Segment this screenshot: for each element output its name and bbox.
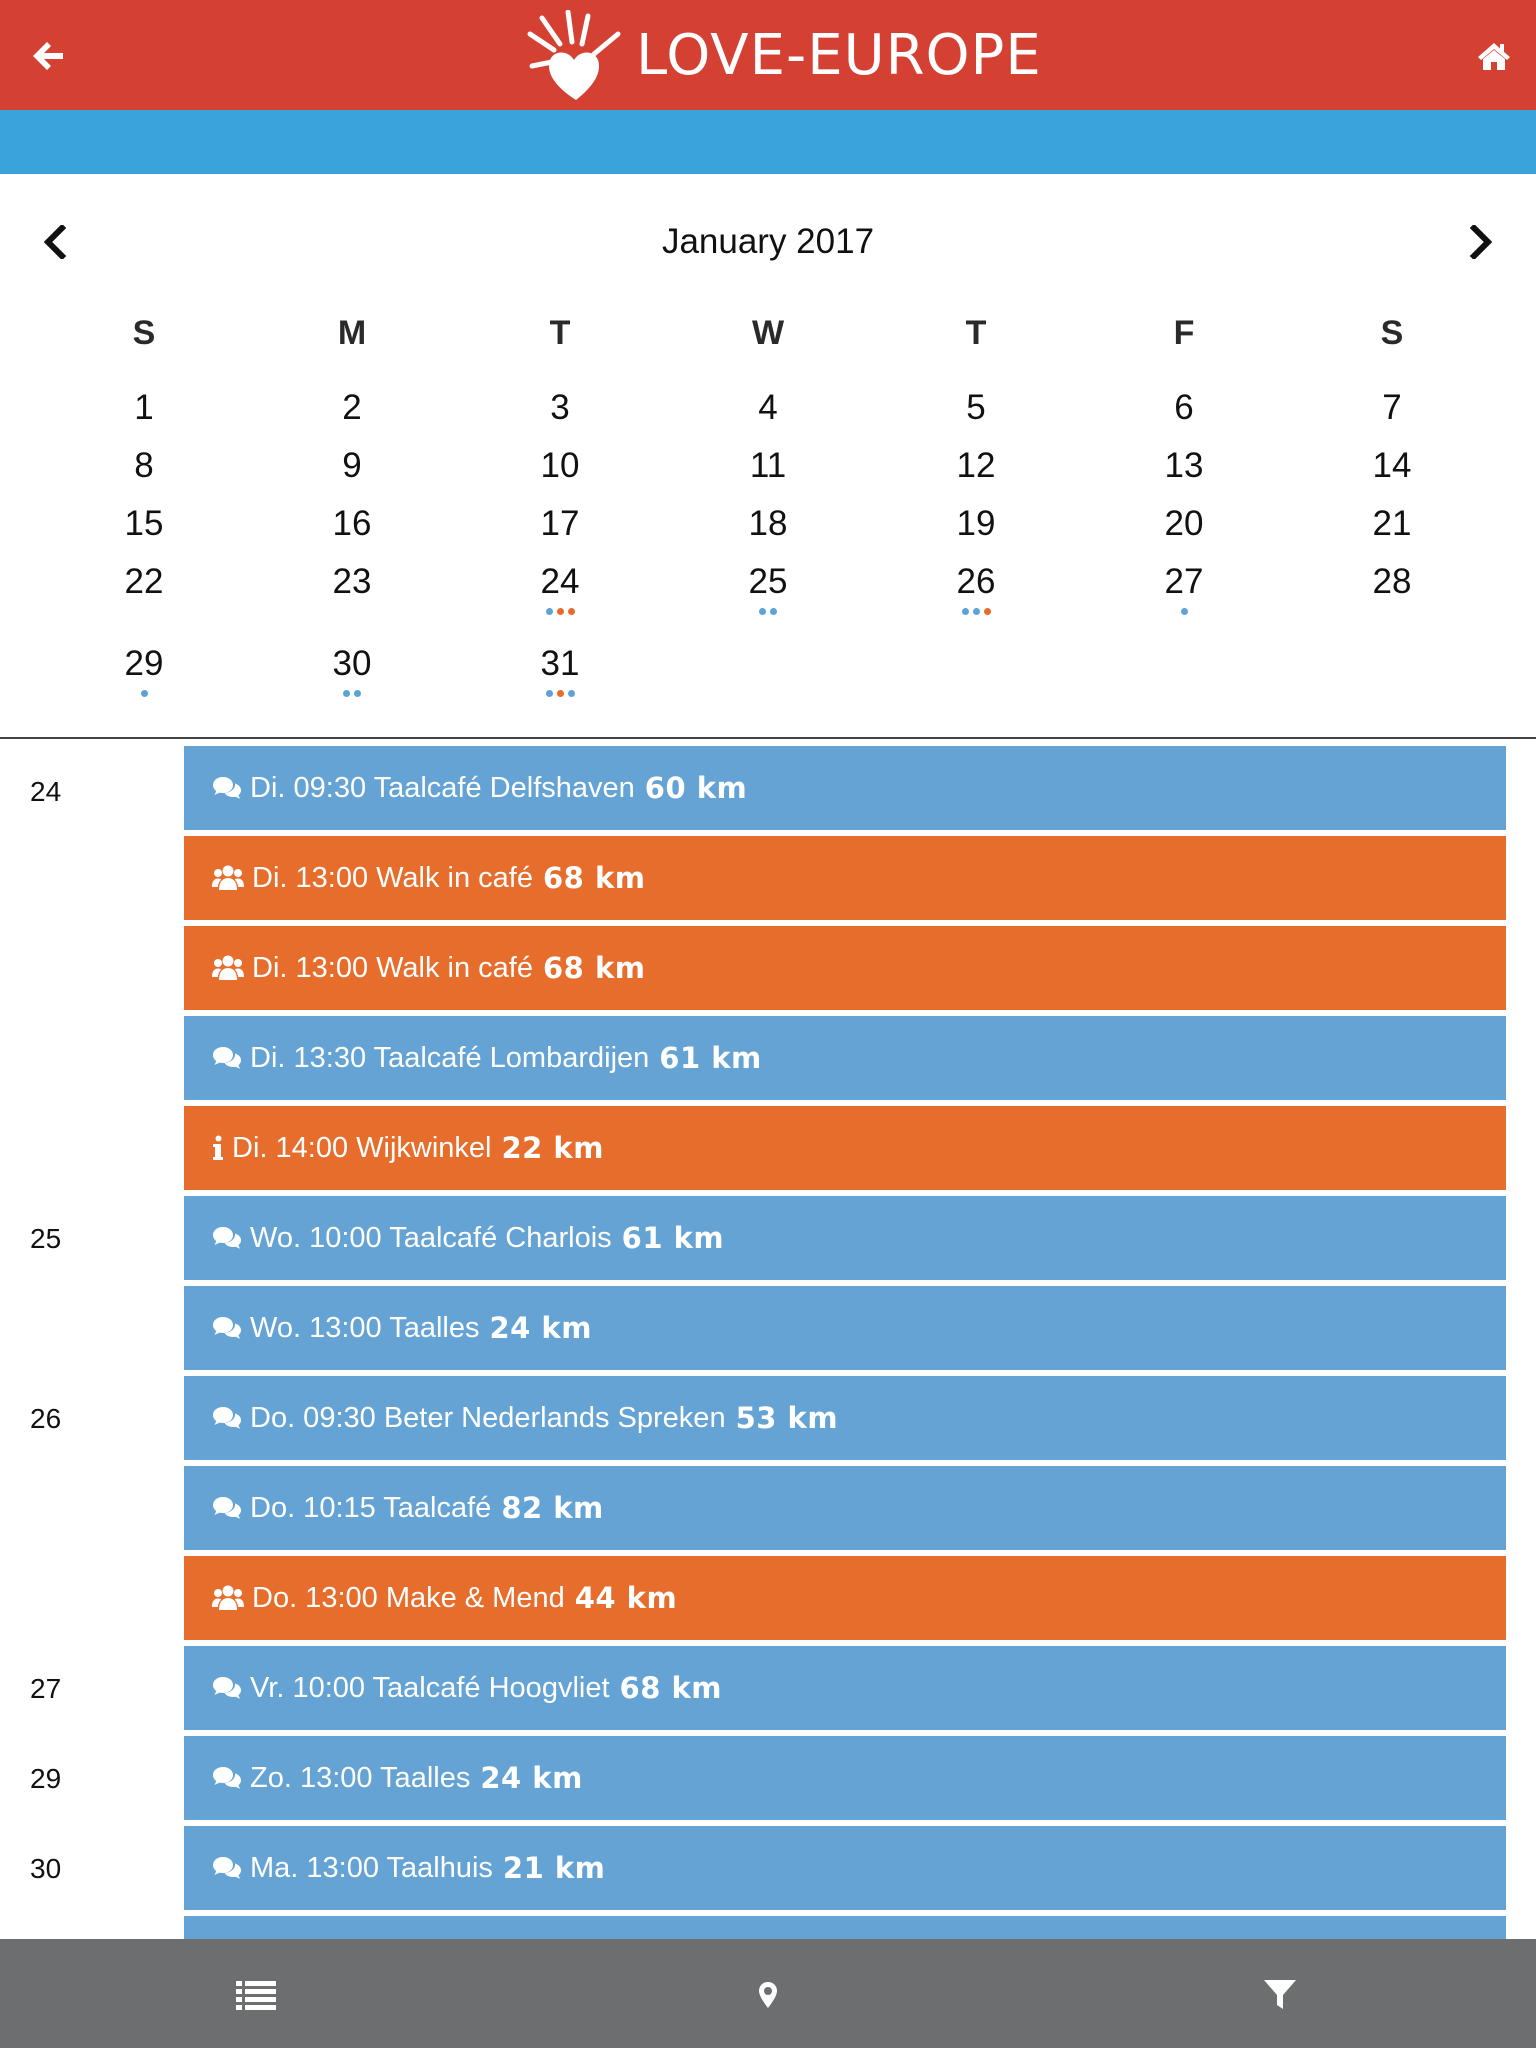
users-icon [212,864,244,892]
event-indicator-dots [664,608,872,615]
event-item[interactable] [184,1466,1506,1550]
calendar-day[interactable] [40,556,248,638]
love-europe-logo [524,10,624,102]
map-view-button[interactable] [742,1969,794,2021]
weekday-label: F [1173,314,1195,352]
day-number: 18 [748,504,788,543]
day-number: 26 [956,562,996,601]
map-marker-icon [758,1981,778,2009]
comments-icon [212,1765,242,1791]
day-number: 11 [749,446,787,485]
event-row [0,1106,1536,1190]
weekday-label: S [1380,314,1404,352]
app-header [0,0,1536,110]
calendar-day[interactable] [872,498,1080,556]
event-title: Di. 13:00 Walk in café [252,861,533,894]
event-row [0,746,1536,830]
event-indicator-dots [1080,608,1288,615]
event-title: Di. 13:30 Taalcafé Lombardijen [250,1041,650,1074]
event-date: 25 [30,1223,62,1254]
event-item[interactable] [184,1826,1506,1910]
event-distance: 68 km [543,861,646,895]
blue-event-dot [546,690,553,697]
day-number: 3 [550,388,570,427]
comments-icon [212,1405,242,1431]
event-date: 24 [30,776,62,807]
event-row [0,1646,1536,1730]
event-distance: 24 km [480,1761,583,1795]
calendar-day[interactable] [40,638,248,696]
event-row [0,1376,1536,1460]
calendar-day[interactable] [664,556,872,638]
day-number: 12 [956,446,996,485]
day-number: 23 [332,562,372,601]
event-indicator-dots [456,690,664,697]
event-date: 30 [30,1853,62,1884]
event-indicator-dots [248,690,456,697]
day-number: 22 [124,562,164,601]
weekday-label: M [337,314,367,352]
divider [0,737,1536,739]
event-item[interactable] [184,1646,1506,1730]
event-item[interactable] [184,1196,1506,1280]
event-row [0,1826,1536,1910]
day-number: 20 [1164,504,1204,543]
event-distance: 60 km [644,771,748,805]
event-distance: 44 km [574,1581,678,1615]
orange-event-dot [557,690,564,697]
orange-event-dot [568,608,575,615]
event-distance: 22 km [501,1131,604,1165]
event-row [0,836,1536,920]
blue-event-dot [759,608,766,615]
event-title: Di. 14:00 Wijkwinkel [232,1131,492,1164]
brand-title: LOVE-EUROPE [636,23,1042,88]
month-title: January 2017 [661,222,875,261]
chevron-right-icon [1470,225,1494,259]
calendar-day[interactable] [248,638,456,696]
calendar-day[interactable] [40,382,248,440]
calendar-day[interactable] [40,440,248,498]
calendar-day[interactable] [1288,440,1496,498]
day-number: 10 [540,446,580,485]
event-row [0,1196,1536,1280]
weekday-label: T [549,314,571,352]
home-button[interactable] [1470,34,1518,78]
event-row [0,1736,1536,1820]
blue-banner [0,110,1536,174]
orange-event-dot [984,608,991,615]
calendar-day[interactable] [248,440,456,498]
comments-icon [212,1675,242,1701]
weekday-label: S [132,314,156,352]
event-title: Do. 09:30 Beter Nederlands Spreken [250,1401,726,1434]
calendar-day[interactable] [456,440,664,498]
event-row [0,1016,1536,1100]
day-number: 29 [124,644,164,683]
calendar-day[interactable] [664,498,872,556]
list-view-button[interactable] [230,1969,282,2021]
day-number: 1 [134,388,154,427]
event-title: Do. 13:00 Make & Mend [252,1581,565,1614]
blue-event-dot [354,690,361,697]
calendar-day[interactable] [248,556,456,638]
calendar-day[interactable] [456,556,664,638]
list-icon [236,1979,276,2011]
day-number: 27 [1164,562,1204,601]
calendar-day[interactable] [664,440,872,498]
users-icon [212,954,244,982]
weekday-label: W [751,314,785,352]
calendar-day[interactable] [456,498,664,556]
event-distance: 82 km [501,1491,604,1525]
orange-event-dot [557,608,564,615]
calendar-day[interactable] [248,382,456,440]
event-indicator-dots [872,608,1080,615]
event-item[interactable] [184,1286,1506,1370]
event-row [0,1286,1536,1370]
day-number: 14 [1372,446,1412,485]
event-distance: 68 km [543,951,646,985]
calendar-day[interactable] [872,382,1080,440]
event-list[interactable] [0,745,1536,1939]
comments-icon [212,1225,242,1251]
event-date: 29 [30,1763,62,1794]
day-number: 8 [134,446,154,485]
event-row [0,926,1536,1010]
blue-event-dot [1181,608,1188,615]
event-distance: 68 km [619,1671,722,1705]
comments-icon [212,1045,242,1071]
calendar-day[interactable] [1288,498,1496,556]
comments-icon [212,1855,242,1881]
event-title: Do. 10:15 Taalcafé [250,1491,492,1524]
blue-event-dot [141,690,148,697]
comments-icon [212,775,242,801]
event-title: Wo. 10:00 Taalcafé Charlois [250,1221,612,1254]
calendar-day[interactable] [1080,440,1288,498]
calendar-day[interactable] [1080,556,1288,638]
event-distance: 24 km [489,1311,592,1345]
event-title: Wo. 13:00 Taalles [250,1311,480,1344]
event-distance: 61 km [659,1041,762,1075]
event-item[interactable] [184,1736,1506,1820]
blue-event-dot [343,690,350,697]
day-number: 24 [540,562,580,601]
event-row [0,1556,1536,1640]
calendar-day[interactable] [1080,382,1288,440]
calendar-day[interactable] [248,498,456,556]
event-date: 27 [30,1673,62,1704]
event-item[interactable] [184,1106,1506,1190]
day-number: 13 [1164,446,1204,485]
day-number: 9 [342,446,362,485]
event-item[interactable] [184,836,1506,920]
event-item[interactable] [184,1016,1506,1100]
event-item[interactable] [184,1556,1506,1640]
blue-event-dot [546,608,553,615]
day-number: 31 [540,644,580,683]
day-number: 19 [956,504,996,543]
calendar-day[interactable] [664,382,872,440]
event-title: Zo. 13:00 Taalles [250,1761,471,1794]
day-number: 25 [748,562,788,601]
filter-icon [1263,1979,1297,2011]
day-number: 2 [342,388,362,427]
day-number: 7 [1382,388,1402,427]
event-date: 26 [30,1403,62,1434]
weekday-header [40,314,1496,353]
day-number: 28 [1372,562,1412,601]
calendar-grid [40,382,1496,696]
event-item[interactable] [184,1916,1506,1939]
event-item[interactable] [184,1376,1506,1460]
blue-event-dot [770,608,777,615]
day-number: 4 [758,388,778,427]
event-row [0,1466,1536,1550]
day-number: 17 [540,504,580,543]
event-item[interactable] [184,926,1506,1010]
event-distance: 61 km [621,1221,725,1255]
event-distance: 21 km [502,1851,606,1885]
day-number: 21 [1372,504,1412,543]
home-icon [1477,41,1511,71]
filter-button[interactable] [1254,1969,1306,2021]
info-icon [212,1135,224,1161]
event-indicator-dots [456,608,664,615]
blue-event-dot [962,608,969,615]
users-icon [212,1584,244,1612]
weekday-label: T [965,314,987,352]
event-row [0,1916,1536,1939]
event-title: Ma. 13:00 Taalhuis [250,1851,493,1884]
comments-icon [212,1495,242,1521]
event-distance: 53 km [735,1401,839,1435]
calendar-day[interactable] [40,498,248,556]
event-indicator-dots [40,690,248,697]
brand [524,8,1042,104]
event-title: Di. 09:30 Taalcafé Delfshaven [250,771,635,804]
arrow-left-icon [31,40,65,72]
next-month-button[interactable] [1462,218,1502,266]
calendar-header [0,210,1536,274]
calendar-day[interactable] [1080,498,1288,556]
day-number: 30 [332,644,372,683]
calendar-day[interactable] [872,440,1080,498]
bottom-toolbar [0,1939,1536,2048]
event-title: Vr. 10:00 Taalcafé Hoogvliet [250,1671,610,1704]
calendar-day[interactable] [456,638,664,696]
day-number: 16 [332,504,372,543]
blue-event-dot [973,608,980,615]
calendar-day[interactable] [1288,556,1496,638]
calendar-day[interactable] [872,556,1080,638]
event-title: Di. 13:00 Walk in café [252,951,533,984]
day-number: 15 [124,504,164,543]
calendar-day[interactable] [1288,382,1496,440]
back-button[interactable] [24,32,72,80]
comments-icon [212,1315,242,1341]
day-number: 5 [966,388,986,427]
calendar-day[interactable] [456,382,664,440]
event-item[interactable] [184,746,1506,830]
day-number: 6 [1174,388,1194,427]
blue-event-dot [568,690,575,697]
